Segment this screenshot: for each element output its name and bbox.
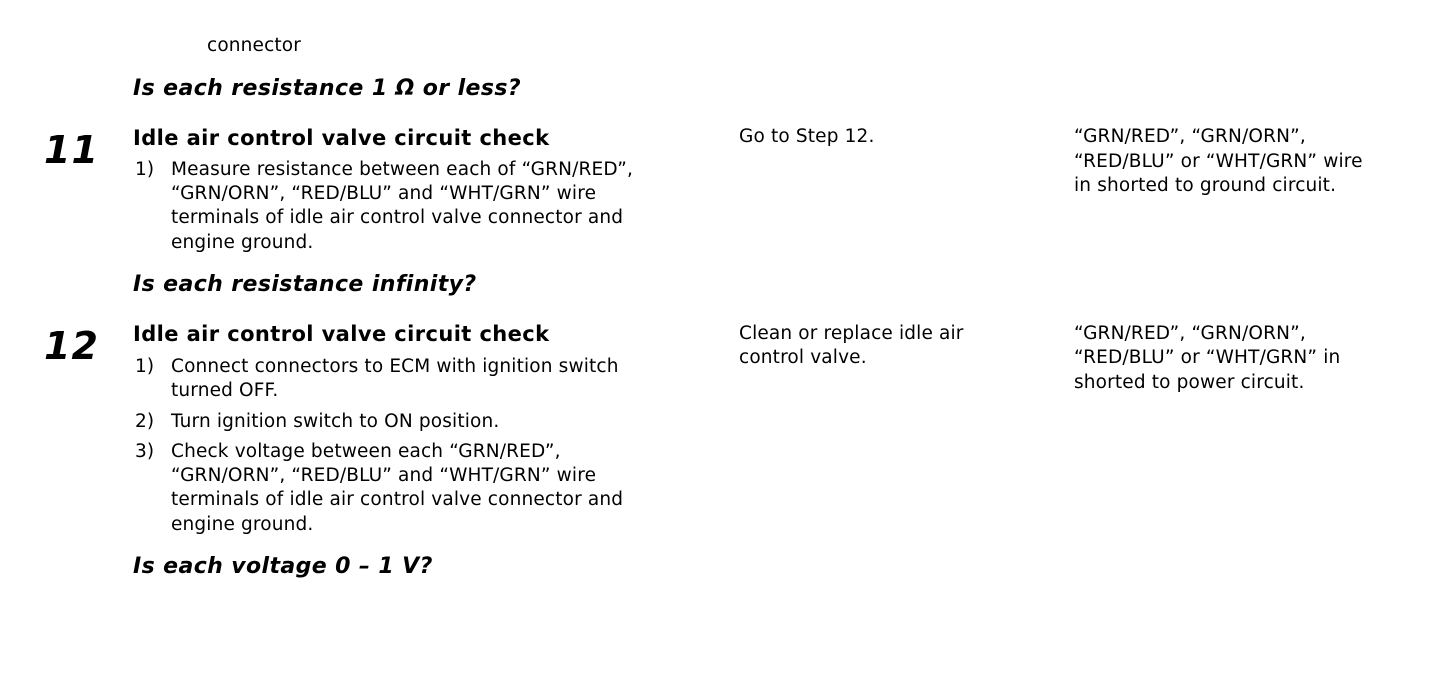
step-12-no-line-3: shorted to power circuit. [1074, 372, 1305, 393]
step-12-yes-line-1: Clean or replace idle air [739, 323, 964, 344]
step-12-item-1-number: 1) [135, 356, 155, 377]
step-12-item-3-line-1: Check voltage between each “GRN/RED”, [171, 441, 561, 462]
step-12-no-line-1: “GRN/RED”, “GRN/ORN”, [1074, 323, 1306, 344]
prev-step-question: Is each resistance 1 Ω or less? [133, 76, 521, 101]
step-12-item-3-line-2: “GRN/ORN”, “RED/BLU” and “WHT/GRN” wire [171, 465, 597, 486]
step-11-no-line-1: “GRN/RED”, “GRN/ORN”, [1074, 126, 1306, 147]
step-12-item-1-line-2: turned OFF. [171, 380, 279, 401]
step-12-question: Is each voltage 0 – 1 V? [133, 554, 433, 579]
step-12-no-line-2: “RED/BLU” or “WHT/GRN” in [1074, 347, 1341, 368]
step-12-item-3-number: 3) [135, 441, 155, 462]
step-12-item-2-number: 2) [135, 411, 155, 432]
step-12-item-3-line-4: engine ground. [171, 514, 314, 535]
step-11-no-line-3: in shorted to ground circuit. [1074, 175, 1337, 196]
step-11-item-1-line-2: “GRN/ORN”, “RED/BLU” and “WHT/GRN” wire [171, 183, 597, 204]
step-11-item-1-line-4: engine ground. [171, 232, 314, 253]
step-12-yes-line-2: control valve. [739, 347, 867, 368]
step-11-number: 11 [44, 128, 99, 172]
step-11-no-line-2: “RED/BLU” or “WHT/GRN” wire [1074, 151, 1363, 172]
step-12-item-3-line-3: terminals of idle air control valve connector and [171, 489, 624, 510]
step-11-item-1-line-3: terminals of idle air control valve connector and [171, 207, 624, 228]
step-11-item-1-number: 1) [135, 159, 155, 180]
step-12-item-2-line-1: Turn ignition switch to ON position. [171, 411, 500, 432]
step-11-item-1-line-1: Measure resistance between each of “GRN/RED”, [171, 159, 634, 180]
step-12-number: 12 [44, 324, 99, 368]
step-12-title: Idle air control valve circuit check [133, 322, 550, 346]
step-12-item-1-line-1: Connect connectors to ECM with ignition switch [171, 356, 619, 377]
step-11-question: Is each resistance infinity? [133, 272, 477, 297]
step-11-yes-action: Go to Step 12. [739, 126, 875, 147]
prev-step-continuation-text: connector [207, 35, 302, 56]
step-11-title: Idle air control valve circuit check [133, 126, 550, 150]
